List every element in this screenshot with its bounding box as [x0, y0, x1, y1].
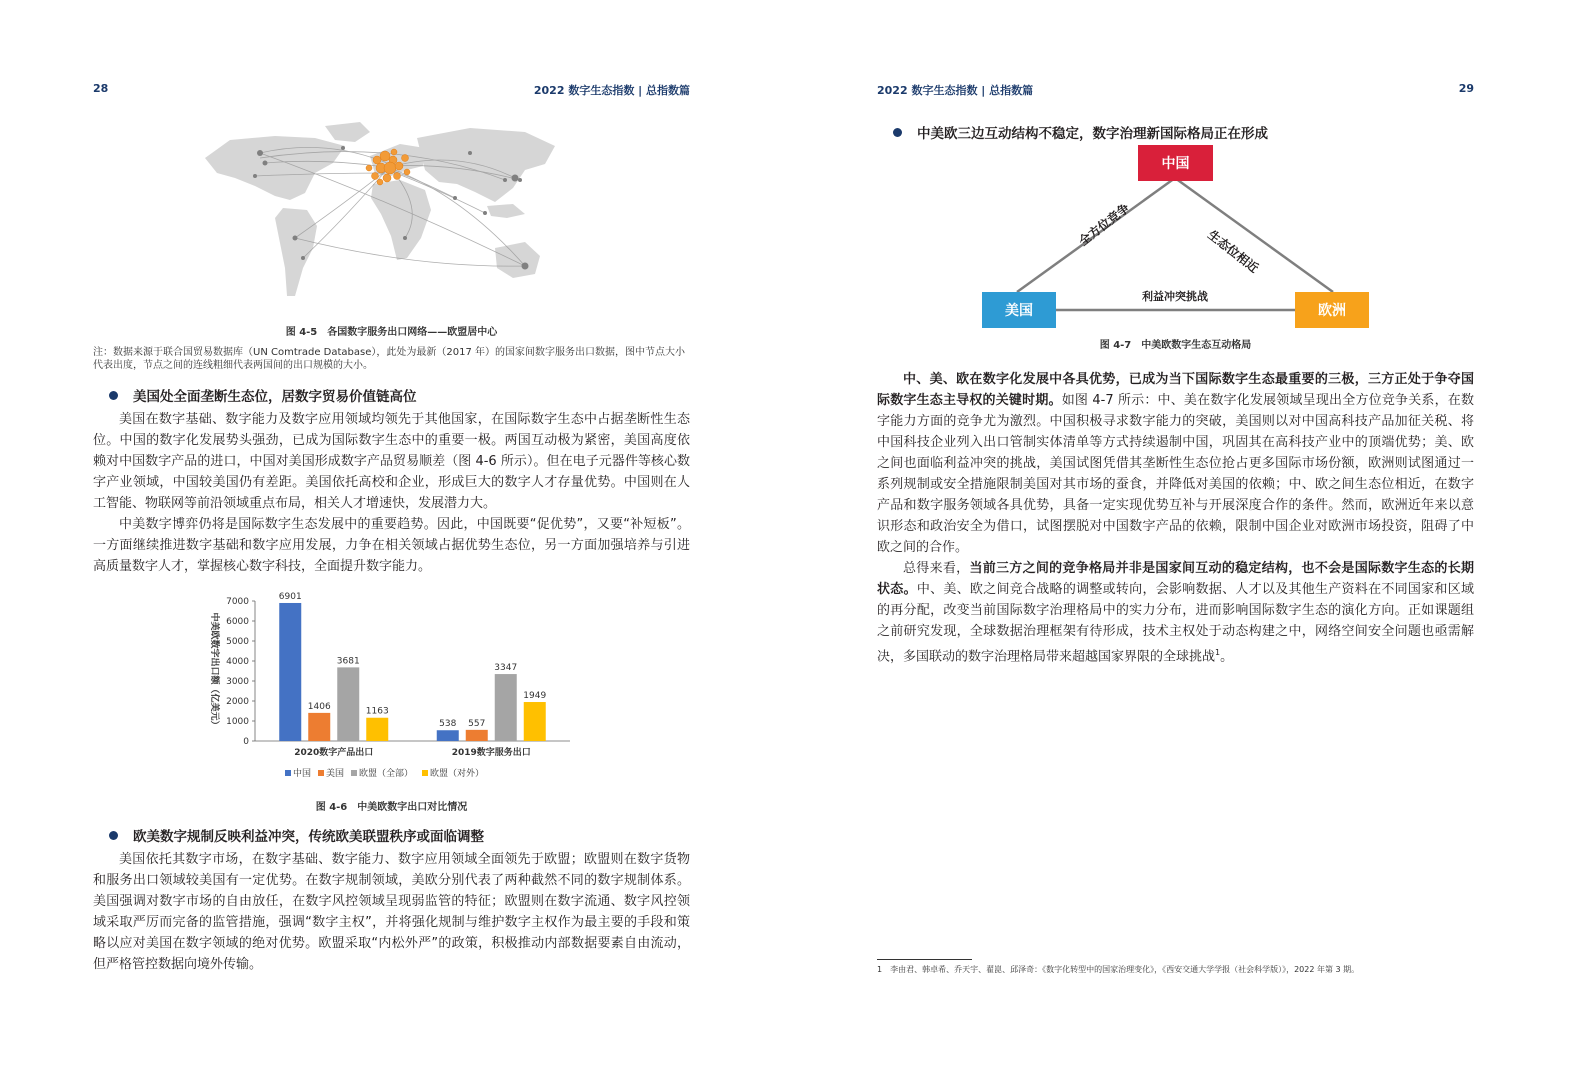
section-heading-text: 美国处全面垄断生态位，居数字贸易价值链高位 — [133, 389, 417, 405]
legend-swatch — [285, 770, 291, 776]
legend-label: 中国 — [293, 769, 312, 779]
y-tick-label: 1000 — [226, 717, 249, 727]
bullet-dot-icon — [109, 831, 118, 840]
legend-label: 欧盟（全部） — [359, 769, 414, 779]
section-eu-body — [93, 849, 690, 975]
x-category-label: 2019数字服务出口 — [451, 748, 531, 758]
data-label: 3681 — [336, 656, 360, 667]
data-label: 3347 — [494, 663, 518, 674]
paragraph-lead: 总得来看， — [903, 561, 970, 576]
paragraph — [877, 558, 1474, 667]
paragraph: 中美数字博弈仍将是国际数字生态发展中的重要趋势。因此，中国既要“促优势”，又要“补短板”。一方面继续推进数字基础和数字应用发展，力争在相关领域占据优势生态位，另一方面加强培养与引进高质量数字人才，掌握核心数字科技，全面提升数字能力。 — [93, 517, 690, 574]
y-tick-label: 4000 — [226, 657, 249, 667]
paragraph-end: 。 — [1220, 649, 1234, 665]
bold-statement: 当前三方之间的竞争格局并非是国家间互动的稳定结构，也不会是国际数字生态的长期状态。 — [877, 561, 1474, 597]
legend-swatch — [318, 770, 324, 776]
paragraph-text: 如图 4-7 所示：中、美在数字化发展领域呈现出全方位竞争关系，在数字能力方面的竞争尤为激烈。中国积极寻求数字能力的突破，美国则以对中国高科技产品加征关税、将中国科技企业列入出口管制实体清单等方式持续遏制中国，巩固其在高科技产业中的顶端优势；美、欧之间也面临利益冲突的挑战，美国试图凭借其垄断性生态位抢占更多国际市场份额，欧洲则试图通过一系列规制或安全措施限制美国对其市场的蚕食，并降低对美国的依赖；中、欧之间生态位相近，在数字产品和数字服务领域各具优势，具备一定实现优势互补与开展深度合作的条件。然而，欧洲近年来以意识形态和政治安全为借口，试图摆脱对中国数字产品的依赖，限制中国企业对欧洲市场投资，阻碍了中欧之间的合作。 — [877, 393, 1474, 555]
data-label: 557 — [468, 718, 486, 729]
export-network-map — [195, 118, 565, 316]
paragraph: 美国在数字基础、数字能力及数字应用领域均领先于其他国家，在国际数字生态中占据垄断性生态位。中国的数字化发展势头强劲，已成为国际数字生态中的重要一极。两国互动极为紧密，美国高度依赖对中国数字产品的进口，中国对美国形成数字产品贸易顺差（图 4-6 所示）。但在电子元器件等核心数字产业领域，中国较美国仍有差距。美国依托高校和企业，形成巨大的数字人才存量优势。中国则在人工智能、物联网等前沿领域重点布局，相关人才增速快，发展潜力大。 — [93, 412, 690, 511]
y-tick-label: 5000 — [226, 637, 249, 647]
legend-swatch — [351, 770, 357, 776]
bullet-dot-icon — [893, 128, 902, 137]
y-tick-label: 0 — [243, 737, 249, 747]
section-heading-text: 中美欧三边互动结构不稳定，数字治理新国际格局正在形成 — [917, 126, 1268, 142]
paragraph — [877, 369, 1474, 558]
bar — [495, 674, 517, 741]
section-heading-eu-us-regulation — [109, 825, 689, 845]
edge-label-full-competition: 全方位竞争 — [1076, 200, 1133, 249]
left-running-header: 2022 数字生态指数 | 总指数篇 — [533, 84, 690, 97]
footnote: 1 李由君、韩卓希、乔天宇、翟崑、邱泽奇：《数字化转型中的国家治理变化》，《西安交通大学学报（社会科学版）》，2022 年第 3 期。 — [877, 965, 1360, 974]
right-page-number: 29 — [1458, 82, 1474, 95]
bar — [337, 667, 359, 741]
data-label: 538 — [439, 719, 457, 730]
right-body-text — [877, 369, 1474, 667]
data-label: 1949 — [523, 691, 547, 702]
bar — [466, 730, 488, 741]
bar — [437, 730, 459, 741]
y-tick-label: 2000 — [226, 697, 249, 707]
data-label: 1406 — [307, 701, 331, 712]
data-label: 1163 — [365, 706, 389, 717]
section-heading-text: 欧美数字规制反映利益冲突，传统欧美联盟秩序或面临调整 — [133, 829, 484, 845]
figure-4-5-caption: 图 4-5 各国数字服务出口网络——欧盟居中心 — [285, 327, 498, 338]
y-tick-label: 3000 — [226, 677, 249, 687]
node-europe: 欧洲 — [1295, 292, 1369, 328]
bar-chart-svg — [200, 590, 590, 790]
figure-4-5-note: 注：数据来源于联合国贸易数据库（UN Comtrade Database），此处为最新（2017 年）的国家间数字服务出口数据，图中节点大小代表出度，节点之间的连线粗细代表两国间的出口规模的大小。 — [93, 347, 686, 371]
right-running-header: 2022 数字生态指数 | 总指数篇 — [877, 84, 1034, 97]
node-china: 中国 — [1138, 145, 1213, 181]
bar — [308, 713, 330, 741]
y-tick-label: 6000 — [226, 617, 249, 627]
edge-label-conflict: 利益冲突挑战 — [1142, 290, 1208, 303]
figure-4-7-caption: 图 4-7 中美欧数字生态互动格局 — [1099, 340, 1252, 351]
bold-lead: 中、美、欧在数字化发展中各具优势，已成为当下国际数字生态最重要的三极，三方正处于争夺国际数字生态主导权的关键时期。 — [877, 372, 1474, 408]
export-comparison-chart — [200, 590, 590, 790]
legend-label: 美国 — [326, 769, 345, 779]
bar — [279, 603, 301, 741]
y-tick-label: 7000 — [226, 597, 249, 607]
bullet-dot-icon — [109, 391, 118, 400]
figure-4-6-caption: 图 4-6 中美欧数字出口对比情况 — [315, 802, 468, 813]
legend-label: 欧盟（对外） — [430, 769, 485, 779]
section-heading-trilateral — [893, 122, 1473, 142]
paragraph-text: 中、美、欧之间竞合战略的调整或转向，会影响数据、人才以及其他生产资料在不同国家和区域的再分配，改变当前国际数字治理格局中的实力分布，进而影响国际数字生态的演化方向。正如课题组之前研究发现，全球数据治理框架有待形成，技术主权处于动态构建之中，网络空间安全问题也亟需解决，多国联动的数字治理格局带来超越国家界限的全球挑战 — [877, 582, 1474, 665]
section-us-body — [93, 409, 690, 577]
footnote-divider — [877, 959, 972, 960]
data-label: 6901 — [278, 591, 302, 602]
bar — [524, 702, 546, 741]
footnote-ref: 1 — [1215, 648, 1221, 657]
section-heading-us-monopoly — [109, 385, 689, 405]
edge-label-similar-niche: 生态位相近 — [1205, 227, 1262, 276]
node-usa: 美国 — [982, 292, 1056, 328]
x-category-label: 2020数字产品出口 — [294, 748, 374, 758]
world-map-graphic — [195, 118, 565, 316]
legend-swatch — [422, 770, 428, 776]
trilateral-interaction-diagram — [975, 140, 1375, 335]
bar — [366, 718, 388, 741]
paragraph: 美国依托其数字市场，在数字基础、数字能力、数字应用领域全面领先于欧盟；欧盟则在数字货物和服务出口领域较美国有一定优势。在数字规制领域，美欧分别代表了两种截然不同的数字规制体系。美国强调对数字市场的自由放任，在数字风控领域呈现弱监管的特征；欧盟则在数字流通、数字风控领域采取严厉而完备的监管措施，强调“数字主权”，并将强化规制与维护数字主权作为最主要的手段和策略以应对美国在数字领域的绝对优势。欧盟采取“内松外严”的政策，积极推动内部数据要素自由流动，但严格管控数据向境外传输。 — [93, 852, 690, 972]
y-axis-label: 中美欧数字出口额（亿美元） — [209, 612, 219, 730]
left-page-number: 28 — [93, 82, 109, 95]
